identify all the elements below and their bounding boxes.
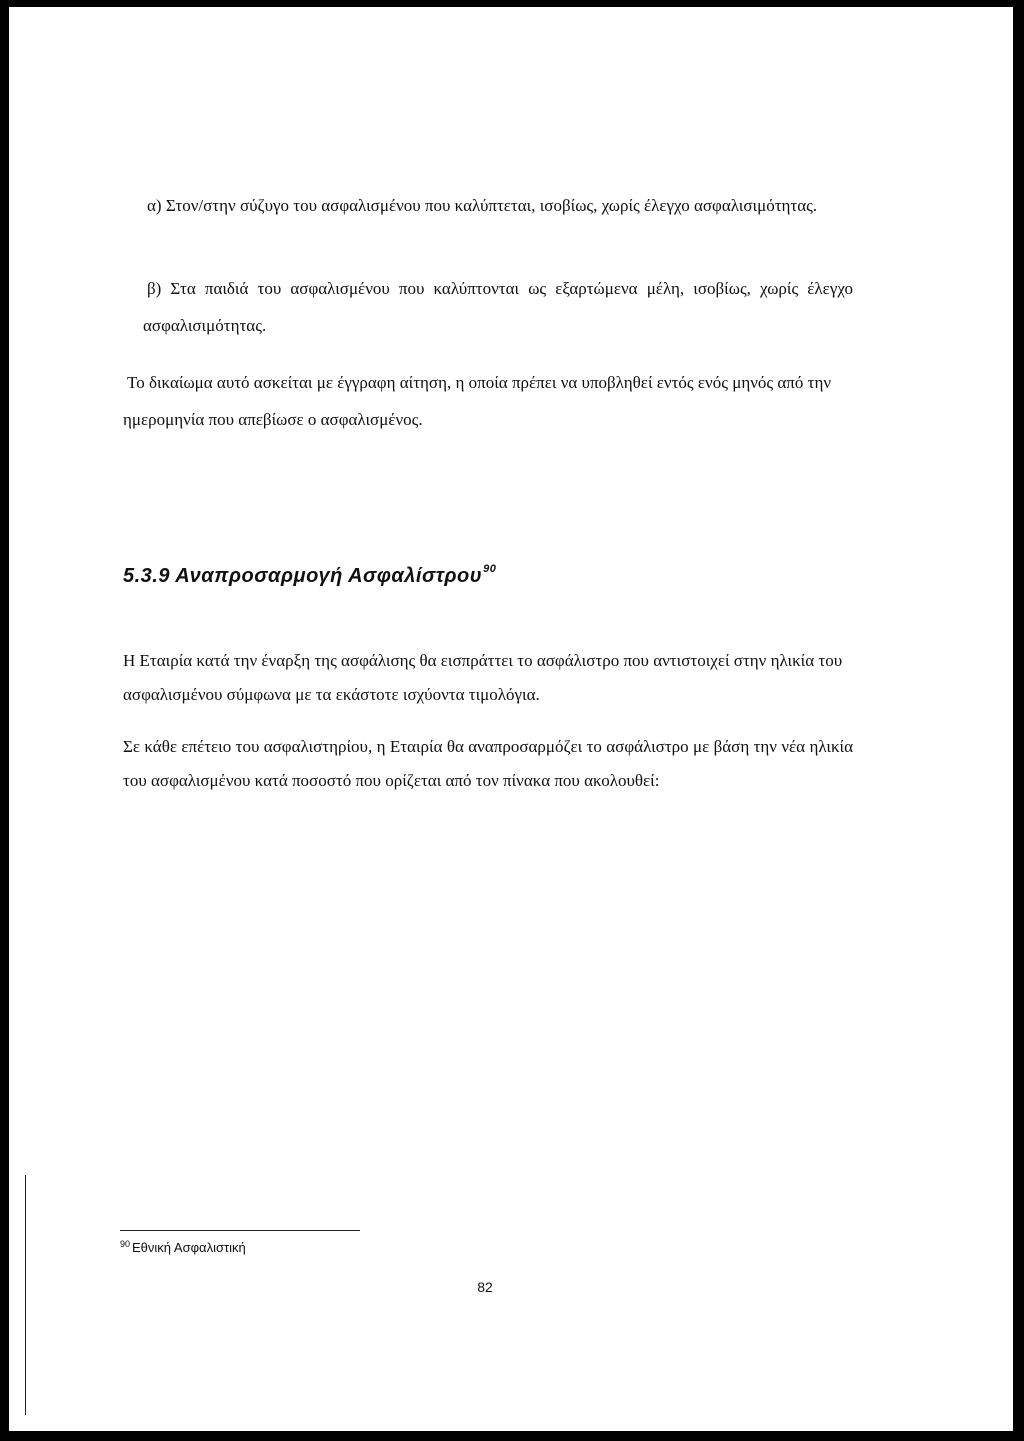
paragraph-right: Το δικαίωμα αυτό ασκείται με έγγραφη αίτηση, η οποία πρέπει να υποβληθεί εντός ενός μηνός από την ημερομηνία που απεβίωσε ο ασφαλισμένος. (123, 373, 832, 429)
section-heading (123, 563, 496, 588)
paragraph-alpha: α) Στον/στην σύζυγο του ασφαλισμένου που καλύπτεται, ισοβίως, χωρίς έλεγχο ασφαλισιμότητας. (147, 196, 818, 215)
footnote-number: 90 (120, 1239, 131, 1249)
body-paragraph-2: Σε κάθε επέτειο του ασφαλιστηρίου, η Εταιρία θα αναπροσαρμόζει το ασφάλιστρο με βάση την νέα ηλικία του ασφαλισμένου κατά ποσοστό που ορίζεται από τον πίνακα που ακολουθεί: (123, 737, 853, 790)
footnote-divider (120, 1230, 360, 1231)
margin-rule (25, 1175, 26, 1415)
document-page (9, 7, 1013, 1431)
footnote-text: Εθνική Ασφαλιστική (132, 1240, 246, 1255)
page-number: 82 (477, 1279, 493, 1295)
body-paragraph-1: Η Εταιρία κατά την έναρξη της ασφάλισης θα εισπράττει το ασφάλιστρο που αντιστοιχεί στην ηλικία του ασφαλισμένου σύμφωνα με τα εκάστοτε ισχύοντα τιμολόγια. (123, 651, 843, 704)
footnote (120, 1239, 246, 1255)
section-title: 5.3.9 Αναπροσαρμογή Ασφαλίστρου (123, 565, 483, 587)
footnote-reference: 90 (483, 563, 497, 575)
paragraph-beta: β) Στα παιδιά του ασφαλισμένου που καλύπτονται ως εξαρτώμενα μέλη, ισοβίως, χωρίς έλεγχο ασφαλισιμότητας. (143, 279, 853, 335)
